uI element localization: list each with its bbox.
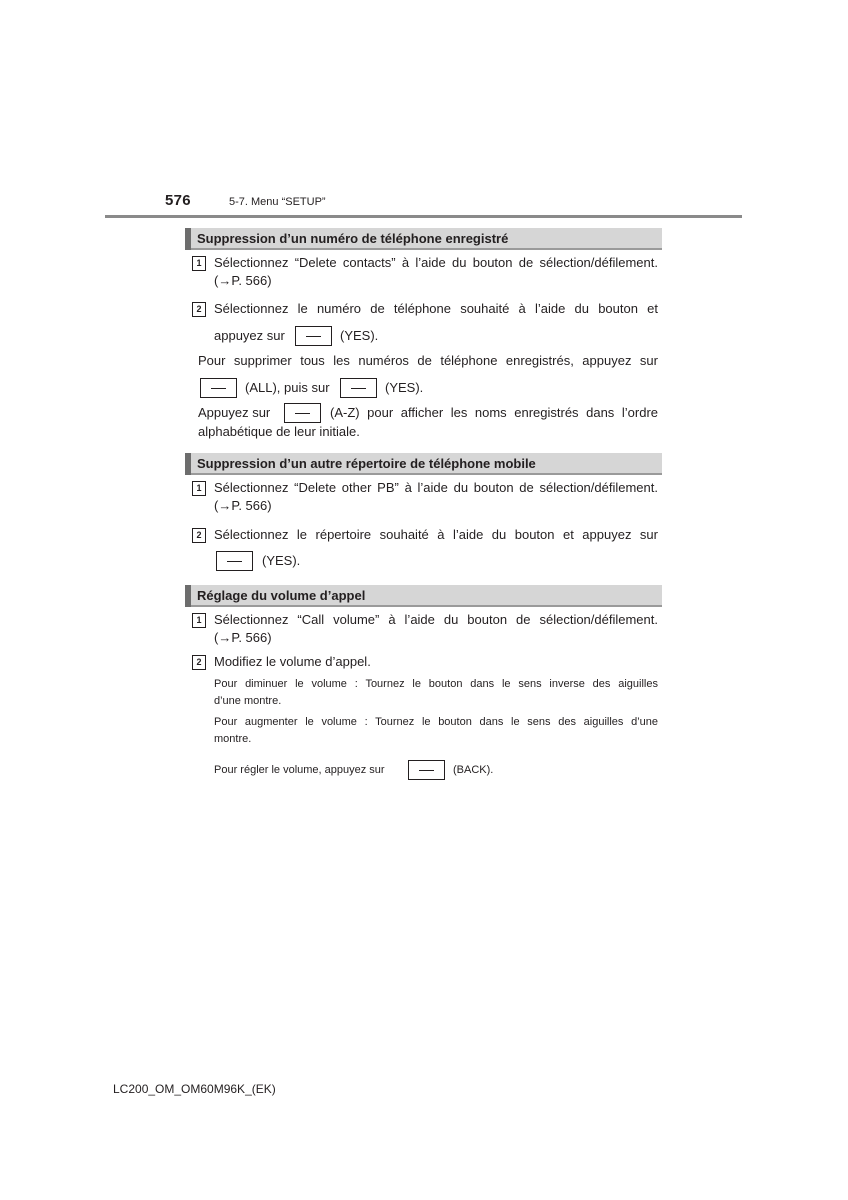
section-title: 5-7. Menu “SETUP” — [229, 196, 326, 208]
note-text: Pour supprimer tous les numéros de téléphone enregistrés, appuyez sur — [198, 353, 658, 368]
step-text: (YES). — [262, 553, 301, 568]
sub-note-text: montre. — [214, 733, 252, 745]
section-heading-call-volume — [185, 585, 662, 607]
note-text: alphabétique de leur initiale. — [198, 424, 360, 439]
note-text: Appuyez sur — [198, 405, 271, 420]
step-number-badge: 2 — [192, 302, 206, 317]
dash-button-icon — [340, 378, 377, 398]
section-heading-bar — [185, 228, 191, 250]
sub-note-text: (BACK). — [453, 764, 494, 776]
sub-note-text: Pour diminuer le volume : Tournez le bouton dans le sens inverse des aiguilles — [214, 678, 658, 690]
dash-button-icon — [408, 760, 445, 780]
sub-note-text: d’une montre. — [214, 695, 282, 707]
document-code: LC200_OM_OM60M96K_(EK) — [113, 1082, 276, 1096]
dash-button-icon — [216, 551, 253, 571]
page-reference: (→P. 566) — [214, 273, 272, 288]
dash-button-icon — [200, 378, 237, 398]
section-heading-text: Réglage du volume d’appel — [197, 588, 366, 603]
step-text: Sélectionnez “Delete contacts” à l’aide du bouton de sélection/défilement. — [214, 255, 658, 270]
step-text: appuyez sur — [214, 328, 285, 343]
sub-note-text: Pour régler le volume, appuyez sur — [214, 764, 385, 776]
step-text: Modifiez le volume d’appel. — [214, 654, 371, 669]
note-text: (YES). — [385, 380, 424, 395]
header-divider — [105, 215, 742, 218]
section-heading-bar — [185, 585, 191, 607]
sub-note-text: Pour augmenter le volume : Tournez le bouton dans le sens des aiguilles d’une — [214, 716, 658, 728]
section-heading-delete-number — [185, 228, 662, 250]
section-heading-delete-phonebook — [185, 453, 662, 475]
page-reference: (→P. 566) — [214, 498, 272, 513]
step-number-badge: 1 — [192, 256, 206, 271]
step-number-badge: 2 — [192, 528, 206, 543]
step-number-badge: 1 — [192, 613, 206, 628]
step-text: Sélectionnez le répertoire souhaité à l’aide du bouton et appuyez sur — [214, 527, 658, 542]
section-heading-text: Suppression d’un numéro de téléphone enregistré — [197, 231, 509, 246]
note-text: (A-Z) pour afficher les noms enregistrés dans l’ordre — [330, 405, 658, 420]
section-heading-text: Suppression d’un autre répertoire de téléphone mobile — [197, 456, 536, 471]
step-text: Sélectionnez “Delete other PB” à l’aide du bouton de sélection/défilement. — [214, 480, 658, 495]
dash-button-icon — [284, 403, 321, 423]
dash-button-icon — [295, 326, 332, 346]
step-number-badge: 2 — [192, 655, 206, 670]
step-text: Sélectionnez le numéro de téléphone souhaité à l’aide du bouton et — [214, 301, 658, 316]
step-text: (YES). — [340, 328, 379, 343]
page-reference: (→P. 566) — [214, 630, 272, 645]
section-heading-bar — [185, 453, 191, 475]
page-number: 576 — [165, 192, 191, 209]
step-number-badge: 1 — [192, 481, 206, 496]
note-text: (ALL), puis sur — [245, 380, 330, 395]
step-text: Sélectionnez “Call volume” à l’aide du bouton de sélection/défilement. — [214, 612, 658, 627]
